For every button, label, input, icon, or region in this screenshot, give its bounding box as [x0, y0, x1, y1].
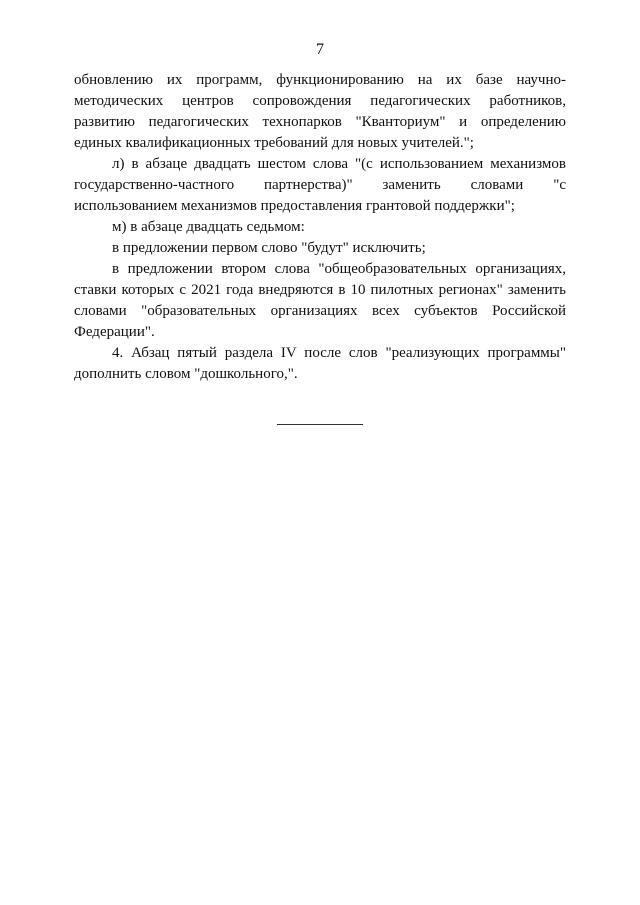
paragraph-item-4: 4. Абзац пятый раздела IV после слов "реализующих программы" дополнить словом "дошкольного,". [74, 345, 566, 382]
paragraph-item-l: л) в абзаце двадцать шестом слова "(с использованием механизмов государственно-частного партнерства)" заменить словами "с использованием механизмов предоставления грантовой поддержки"; [74, 156, 566, 214]
page-number: 7 [316, 41, 324, 58]
paragraph-item-m: м) в абзаце двадцать седьмом: [112, 219, 305, 235]
paragraph-second-sentence: в предложении втором слова "общеобразовательных организациях, ставки которых с 2021 года внедряются в 10 пилотных регионах" заменить словами "образовательных организациях всех субъектов Российской Федерации". [74, 261, 566, 340]
paragraph-continuation: обновлению их программ, функционированию на их базе научно-методических центров сопровождения педагогических работников, развитию педагогических технопарков "Кванториум" и определению единых квалификационных требований для новых учителей."; [74, 72, 566, 151]
end-separator-line [277, 424, 363, 425]
paragraph-first-sentence: в предложении первом слово "будут" исключить; [112, 240, 426, 256]
document-body [74, 70, 566, 385]
